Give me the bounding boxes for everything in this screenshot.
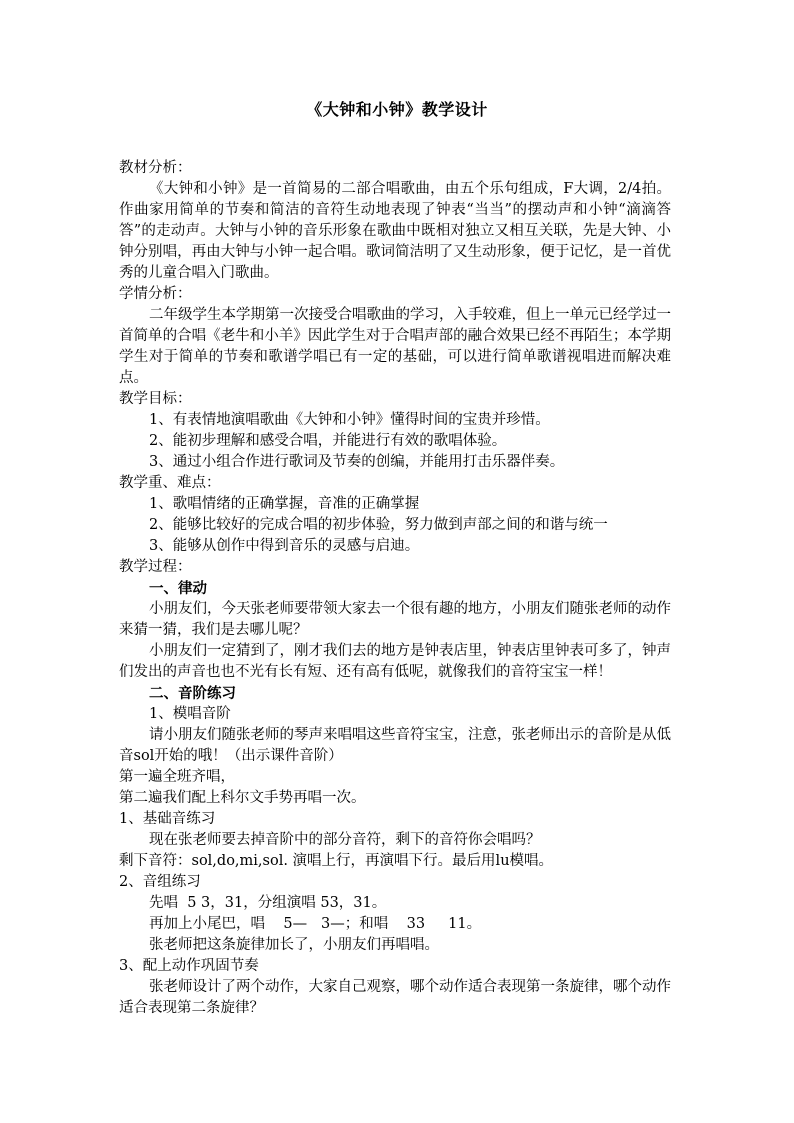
keypoint-item: 3、能够从创作中得到音乐的灵感与启迪。 [149,538,420,554]
keypoints-heading: 教学重、难点： [119,475,221,491]
section1-heading: 一、律动 [149,580,207,597]
goal-item: 2、能初步理解和感受合唱，并能进行有效的歌唱体验。 [149,433,507,449]
keypoint-item: 1、歌唱情绪的正确掌握，音准的正确掌握 [149,496,420,512]
actions-paragraph: 张老师设计了两个动作，大家自己观察，哪个动作适合表现第一条旋律，哪个动作适合表现第二条旋律？ [119,979,671,1016]
document-body [119,158,671,1019]
subsection-basic-notes: 1、基础音练习 [119,811,216,827]
students-paragraph: 二年级学生本学期第一次接受合唱歌曲的学习，入手较难，但上一单元已经学过一首简单的合唱《老牛和小羊》因此学生对于合唱声部的融合效果已经不再陌生；本学期学生对于简单的节奏和歌谱学唱已有一定的基础，可以进行简单歌谱视唱进而解决难点。 [119,307,671,386]
first-pass-line: 第一遍全班齐唱， [119,769,235,785]
analysis-paragraph: 《大钟和小钟》是一首简易的二部合唱歌曲，由五个乐句组成，F大调，2/4拍。作曲家用简单的节奏和简洁的音符生动地表现了钟表“当当”的摆动声和小钟“滴滴答答”的走动声。大钟与小钟的音乐形象在歌曲中既相对独立又相互关联，先是大钟、小钟分别唱，再由大钟与小钟一起合唱。歌词简洁明了又生动形象，便于记忆，是一首优秀的儿童合唱入门歌曲。 [119,181,671,281]
scale-singing-paragraph: 请小朋友们随张老师的琴声来唱唱这些音符宝宝，注意，张老师出示的音阶是从低音sol开始的哦！（出示课件音阶） [119,727,671,764]
remaining-notes-line: 剩下音符：sol,do,mi,sol. 演唱上行，再演唱下行。最后用lu模唱。 [119,853,554,869]
section1-paragraph-1: 小朋友们，今天张老师要带领大家去一个很有趣的地方，小朋友们随张老师的动作来猜一猜，我们是去哪儿呢？ [119,601,671,638]
subsection-scale-singing: 1、模唱音阶 [149,706,231,722]
goals-heading: 教学目标： [119,391,192,407]
goal-item: 1、有表情地演唱歌曲《大钟和小钟》懂得时间的宝贵并珍惜。 [149,412,550,428]
subsection-note-groups: 2、音组练习 [119,874,201,890]
keypoint-item: 2、能够比较好的完成合唱的初步体验，努力做到声部之间的和谐与统一 [149,517,608,533]
goal-item: 3、通过小组合作进行歌词及节奏的创编，并能用打击乐器伴奏。 [149,454,565,470]
document-title: 《大钟和小钟》教学设计 [306,100,488,119]
second-pass-line: 第二遍我们配上科尔文手势再唱一次。 [119,790,366,806]
note-groups-line-3: 张老师把这条旋律加长了，小朋友们再唱唱。 [149,937,439,953]
section2-heading: 二、音阶练习 [149,685,236,702]
section1-paragraph-2: 小朋友们一定猜到了，刚才我们去的地方是钟表店里，钟表店里钟表可多了，钟声们发出的声音也也不光有长有短、还有高有低呢，就像我们的音符宝宝一样！ [119,643,671,680]
note-groups-line-2: 再加上小尾巴，唱 5— 3—；和唱 33 11。 [149,916,482,932]
process-heading: 教学过程： [119,559,192,575]
note-groups-line-1: 先唱 5 3，31，分组演唱 53，31。 [149,895,387,911]
basic-notes-text: 现在张老师要去掉音阶中的部分音符，剩下的音符你会唱吗？ [149,832,541,848]
subsection-actions: 3、配上动作巩固节奏 [119,958,259,974]
students-heading: 学情分析： [119,286,192,302]
analysis-heading: 教材分析： [119,160,192,176]
